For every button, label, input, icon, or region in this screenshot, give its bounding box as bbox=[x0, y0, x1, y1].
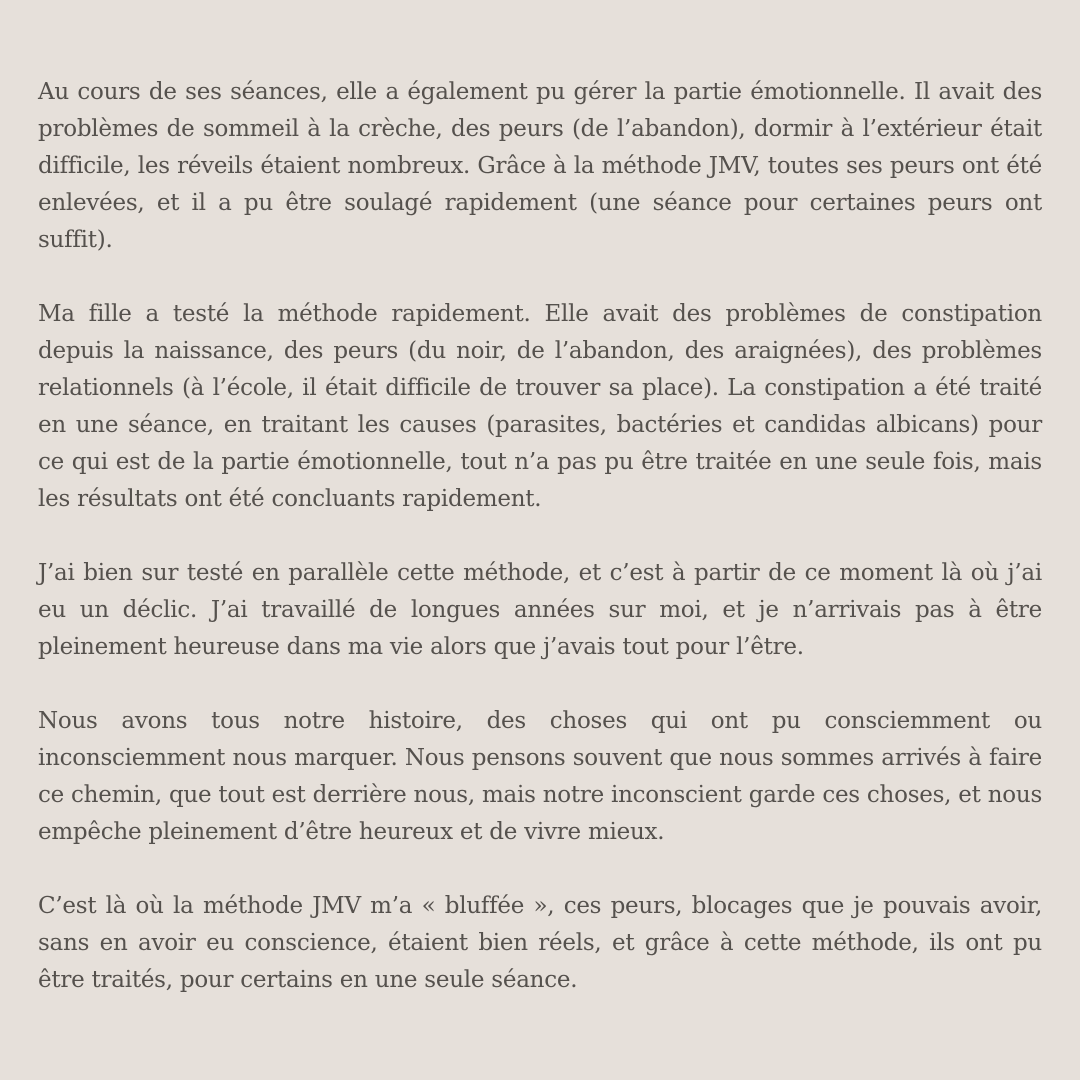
paragraph-personal-test: J’ai bien sur testé en parallèle cette méthode, et c’est à partir de ce moment là où j’ai eu un déclic. J’ai travaillé de longues années sur moi, et je n’arrivais pas à être pleinement heureuse dans ma vie alors que j’avais tout pour l’être. bbox=[38, 560, 1042, 660]
paragraph-our-history: Nous avons tous notre histoire, des choses qui ont pu consciemment ou inconsciemment nous marquer. Nous pensons souvent que nous sommes arrivés à faire ce chemin, que tout est derrière nous, mais notre inconscient garde ces choses, et nous empêche pleinement d’être heureux et de vivre mieux. bbox=[38, 708, 1042, 845]
paragraph-emotional-sessions: Au cours de ses séances, elle a également pu gérer la partie émotionnelle. Il avait des problèmes de sommeil à la crèche, des peurs (de l’abandon), dormir à l’extérieur était difficile, les réveils étaient nombreux. Grâce à la méthode JMV, toutes ses peurs ont été enlevées, et il a pu être soulagé rapidement (une séance pour certaines peurs ont suffit). bbox=[38, 79, 1042, 253]
paragraph-jmv-method: C’est là où la méthode JMV m’a « bluffée », ces peurs, blocages que je pouvais avoir, sans en avoir eu conscience, étaient bien réels, et grâce à cette méthode, ils ont pu être traités, pour certains en une seule séance. bbox=[38, 893, 1042, 993]
paragraph-daughter-test: Ma fille a testé la méthode rapidement. Elle avait des problèmes de constipation depuis la naissance, des peurs (du noir, de l’abandon, des araignées), des problèmes relationnels (à l’école, il était difficile de trouver sa place). La constipation a été traité en une séance, en traitant les causes (parasites, bactéries et candidas albicans) pour ce qui est de la partie émotionnelle, tout n’a pas pu être traitée en une seule fois, mais les résultats ont été concluants rapidement. bbox=[38, 301, 1042, 512]
